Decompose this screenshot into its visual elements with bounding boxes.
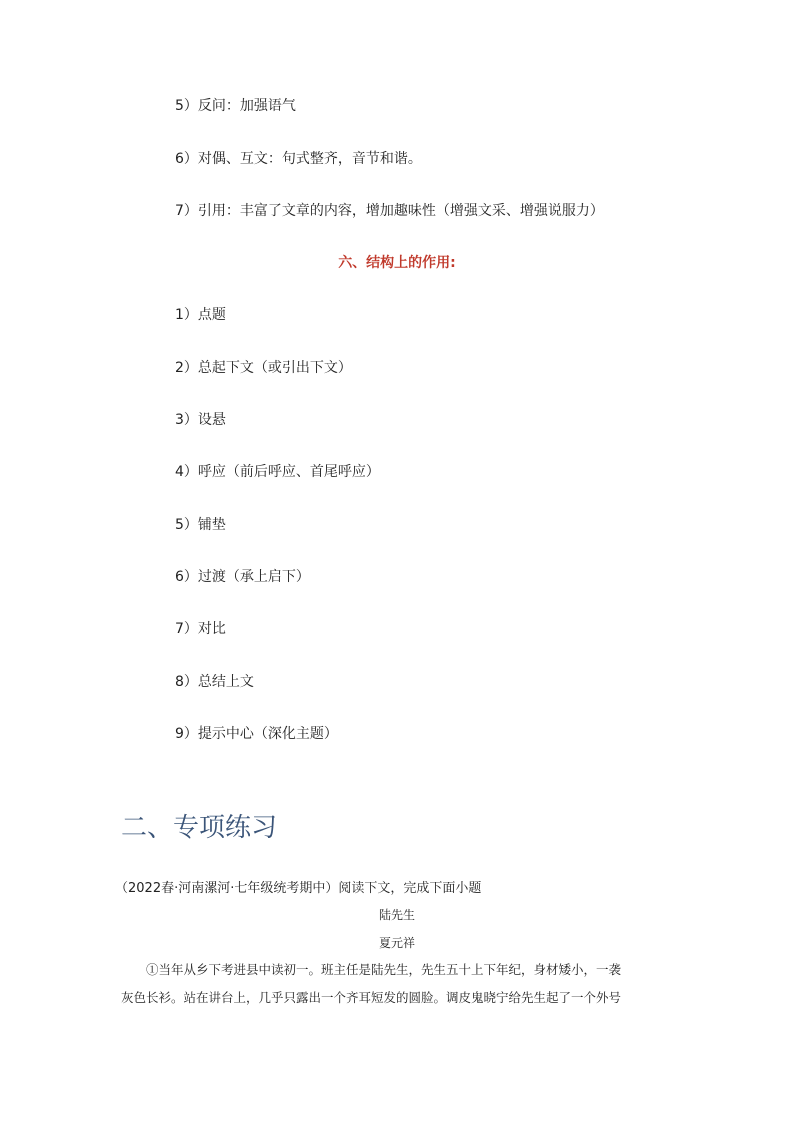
exercise-source: （2022春·河南漯河·七年级统考期中）阅读下文，完成下面小题 [115, 881, 482, 896]
list-item-rhetoric-5: 5）反问：加强语气 [175, 98, 296, 114]
list-item-structure-2: 2）总起下文（或引出下文） [175, 360, 352, 376]
article-author: 夏元祥 [378, 936, 415, 950]
list-item-structure-3: 3）设悬 [175, 412, 226, 428]
paragraph-line-1: ①当年从乡下考进县中读初一。班主任是陆先生，先生五十上下年纪，身材矮小，一袭 [146, 962, 622, 977]
structure-heading: 六、结构上的作用: [338, 255, 456, 271]
list-item-structure-6: 6）过渡（承上启下） [175, 569, 310, 585]
list-item-structure-8: 8）总结上文 [175, 674, 254, 690]
paragraph-line-2: 灰色长衫。站在讲台上，几乎只露出一个齐耳短发的圆脸。调皮鬼晓宁给先生起了一个外号 [121, 990, 622, 1005]
article-paragraph [121, 956, 681, 1012]
list-item-structure-4: 4）呼应（前后呼应、首尾呼应） [175, 464, 380, 480]
section-title: 二、专项练习 [121, 813, 278, 843]
list-item-rhetoric-7: 7）引用：丰富了文章的内容，增加趣味性（增强文采、增强说服力） [175, 203, 604, 219]
list-item-structure-7: 7）对比 [175, 621, 226, 637]
list-item-rhetoric-6: 6）对偶、互文：句式整齐，音节和谐。 [175, 151, 422, 167]
list-item-structure-5: 5）铺垫 [175, 517, 226, 533]
list-item-structure-1: 1）点题 [175, 307, 226, 323]
article-title: 陆先生 [378, 908, 415, 922]
list-item-structure-9: 9）提示中心（深化主题） [175, 726, 338, 742]
